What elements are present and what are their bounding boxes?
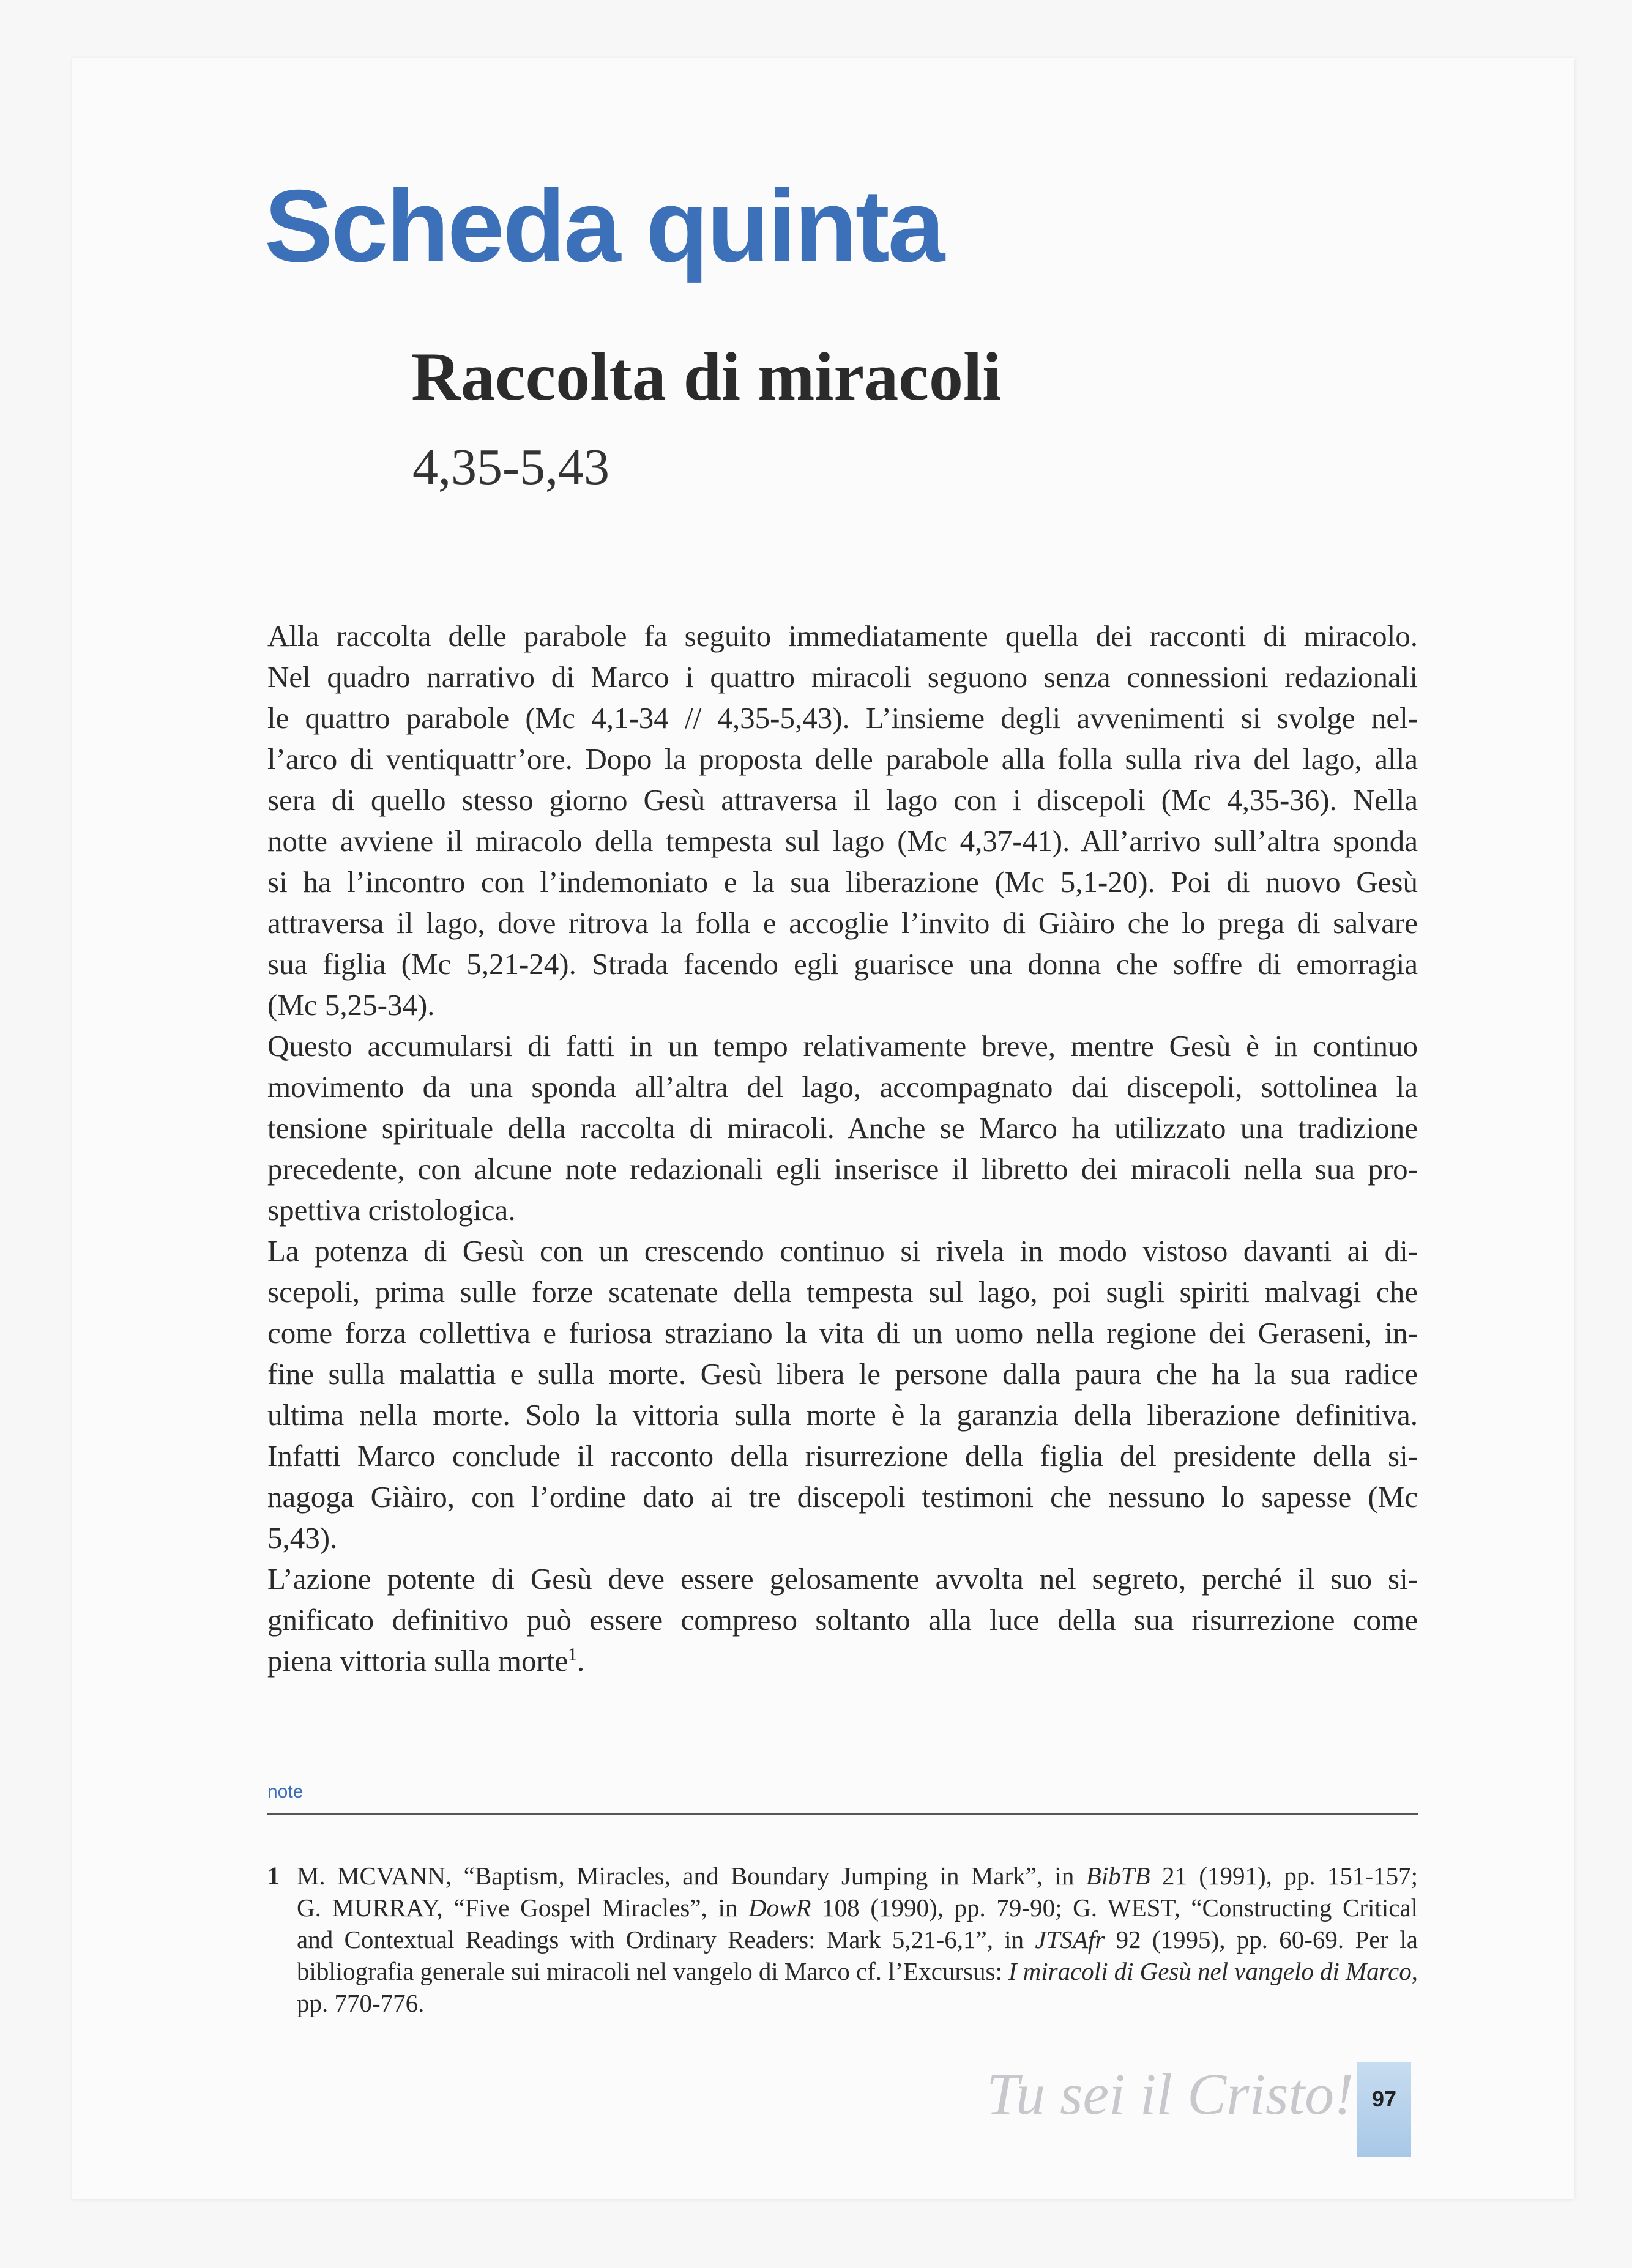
line-text: sera di quello stesso giorno Gesù attraversa il lago con i discepoli (Mc 4,35-36). Nella <box>267 783 1418 817</box>
footnote-number: 1 <box>267 1862 280 1889</box>
line-text: precedente, con alcune note redazionali egli inserisce il libretto dei miracoli nella sua pro- <box>267 1152 1418 1186</box>
body-line <box>267 1517 1418 1558</box>
citation-text: and Contextual Readings with Ordinary Readers: Mark 5,21-6,1”, in <box>297 1925 1035 1954</box>
notes-divider <box>267 1813 1418 1815</box>
line-text: come forza collettiva e furiosa straziano la vita di un uomo nella regione dei Geraseni, in- <box>267 1316 1418 1350</box>
footnote-line <box>297 1987 1418 2019</box>
body-line <box>267 1230 1418 1271</box>
citation-title: I miracoli di Gesù nel vangelo di Marco <box>1008 1957 1412 1985</box>
citation-text: 92 (1995), pp. 60-69. Per la <box>1105 1925 1418 1954</box>
line-text: Questo accumularsi di fatti in un tempo relativamente breve, mentre Gesù è in continuo <box>267 1029 1418 1063</box>
body-line <box>267 820 1418 861</box>
footnote-reference[interactable]: 1 <box>568 1645 577 1665</box>
body-line-text <box>267 1107 1418 1148</box>
line-text: nagoga Giàiro, con l’ordine dato ai tre discepoli testimoni che nessuno lo sapesse (Mc <box>267 1480 1418 1514</box>
body-line-text <box>267 1189 516 1230</box>
citation-text: pp. 770-776. <box>297 1989 425 2017</box>
footnote-line <box>297 1955 1418 1987</box>
line-text: attraversa il lago, dove ritrova la folla e accoglie l’invito di Giàiro che lo prega di salvare <box>267 906 1418 940</box>
body-line-text <box>267 1353 1418 1394</box>
line-text: tensione spirituale della raccolta di miracoli. Anche se Marco ha utilizzato una tradizione <box>267 1111 1418 1145</box>
line-text: piena vittoria sulla morte <box>267 1644 568 1678</box>
line-text: Infatti Marco conclude il racconto della risurrezione della figlia del presidente della si- <box>267 1439 1418 1473</box>
footnote-line-text <box>297 1987 424 2019</box>
body-line <box>267 1271 1418 1312</box>
body-line-text <box>267 1599 1418 1640</box>
footnote-text <box>297 1860 1418 2019</box>
section-subtitle: Raccolta di miracoli <box>411 339 1002 415</box>
footnote-line-text <box>297 1955 1418 1987</box>
body-line-text <box>267 1148 1418 1189</box>
body-line <box>267 615 1418 656</box>
footnote-line <box>297 1924 1418 1955</box>
body-line-text <box>267 697 1418 738</box>
body-line-text <box>267 779 1418 820</box>
line-text: si ha l’incontro con l’indemoniato e la sua liberazione (Mc 5,1-20). Poi di nuovo Gesù <box>267 865 1418 899</box>
line-text: fine sulla malattia e sulla morte. Gesù libera le persone dalla paura che ha la sua radice <box>267 1357 1418 1391</box>
body-line-text <box>267 1640 584 1681</box>
body-line <box>267 1558 1418 1599</box>
line-text: (Mc 5,25-34). <box>267 988 435 1022</box>
body-line <box>267 1107 1418 1148</box>
notes-label: note <box>267 1782 304 1802</box>
body-line <box>267 984 1418 1025</box>
line-text: le quattro parabole (Mc 4,1-34 // 4,35-5,43). L’insieme degli avvenimenti si svolge nel- <box>267 701 1418 735</box>
citation-title: JTSAfr <box>1035 1925 1105 1954</box>
citation-text: M. MCVANN, “Baptism, Miracles, and Boundary Jumping in Mark”, in <box>297 1862 1086 1890</box>
line-text: L’azione potente di Gesù deve essere gelosamente avvolta nel segreto, perché il suo si- <box>267 1562 1418 1596</box>
body-line <box>267 1640 1418 1681</box>
line-text: l’arco di ventiquattr’ore. Dopo la proposta delle parabole alla folla sulla riva del lago, alla <box>267 742 1418 776</box>
citation-text: 21 (1991), pp. 151-157; <box>1150 1862 1418 1890</box>
line-text: notte avviene il miracolo della tempesta sul lago (Mc 4,37-41). All’arrivo sull’altra sponda <box>267 824 1418 858</box>
footnote-line-text <box>297 1924 1418 1955</box>
body-line-text <box>267 984 435 1025</box>
body-line <box>267 738 1418 779</box>
passage-range: 4,35-5,43 <box>412 439 609 496</box>
body-line <box>267 1148 1418 1189</box>
body-line <box>267 1599 1418 1640</box>
line-text: movimento da una sponda all’altra del lago, accompagnato dai discepoli, sottolinea la <box>267 1070 1418 1104</box>
line-text: ultima nella morte. Solo la vittoria sulla morte è la garanzia della liberazione definitiva. <box>267 1398 1418 1432</box>
body-line-text <box>267 1066 1418 1107</box>
body-line-text <box>267 943 1418 984</box>
body-line-text <box>267 1435 1418 1476</box>
citation-text: 108 (1990), pp. 79-90; G. WEST, “Constructing Critical <box>811 1894 1418 1922</box>
body-line <box>267 1435 1418 1476</box>
body-line <box>267 861 1418 902</box>
footnote-line-text <box>297 1860 1418 1892</box>
body-line-text <box>267 1476 1418 1517</box>
citation-text: , <box>1411 1957 1418 1985</box>
body-line-text <box>267 656 1418 697</box>
body-line <box>267 1025 1418 1066</box>
body-line <box>267 902 1418 943</box>
body-line-text <box>267 1558 1418 1599</box>
body-line <box>267 1066 1418 1107</box>
line-text: 5,43). <box>267 1521 338 1555</box>
citation-title: BibTB <box>1086 1862 1150 1890</box>
body-line <box>267 656 1418 697</box>
footnote-line <box>297 1860 1418 1892</box>
line-text: La potenza di Gesù con un crescendo continuo si rivela in modo vistoso davanti ai di- <box>267 1234 1418 1268</box>
body-line <box>267 943 1418 984</box>
line-text: gnificato definitivo può essere compreso soltanto alla luce della sua risurrezione come <box>267 1603 1418 1637</box>
citation-text: bibliografia generale sui miracoli nel vangelo di Marco cf. l’Excursus: <box>297 1957 1008 1985</box>
body-line-text <box>267 1517 337 1558</box>
body-line-text <box>267 861 1418 902</box>
body-line-text <box>267 1230 1418 1271</box>
line-suffix: . <box>576 1644 585 1678</box>
line-text: Alla raccolta delle parabole fa seguito immediatamente quella dei racconti di miracolo. <box>267 619 1418 653</box>
body-line-text <box>267 1394 1418 1435</box>
body-line <box>267 697 1418 738</box>
running-footer-title: Tu sei il Cristo! <box>986 2061 1354 2127</box>
page-number: 97 <box>1371 2086 1397 2111</box>
body-line-text <box>267 902 1418 943</box>
body-line-text <box>267 738 1418 779</box>
body-line-text <box>267 615 1418 656</box>
body-line-text <box>267 1271 1418 1312</box>
body-text <box>267 615 1418 1681</box>
citation-title: DowR <box>748 1894 811 1922</box>
page-number-box <box>1357 2062 1411 2157</box>
citation-text: G. MURRAY, “Five Gospel Miracles”, in <box>297 1894 748 1922</box>
body-line <box>267 1394 1418 1435</box>
body-line-text <box>267 820 1418 861</box>
footnote-line-text <box>297 1892 1418 1924</box>
body-line <box>267 1476 1418 1517</box>
line-text: spettiva cristologica. <box>267 1193 516 1227</box>
line-text: scepoli, prima sulle forze scatenate della tempesta sul lago, poi sugli spiriti malvagi che <box>267 1275 1418 1309</box>
body-line <box>267 779 1418 820</box>
line-text: Nel quadro narrativo di Marco i quattro miracoli seguono senza connessioni redazionali <box>267 660 1418 694</box>
body-line <box>267 1353 1418 1394</box>
footnote-line <box>297 1892 1418 1924</box>
body-line-text <box>267 1312 1418 1353</box>
page-title: Scheda quinta <box>264 168 944 283</box>
body-line <box>267 1312 1418 1353</box>
body-line-text <box>267 1025 1418 1066</box>
body-line <box>267 1189 1418 1230</box>
line-text: sua figlia (Mc 5,21-24). Strada facendo egli guarisce una donna che soffre di emorragia <box>267 947 1418 981</box>
